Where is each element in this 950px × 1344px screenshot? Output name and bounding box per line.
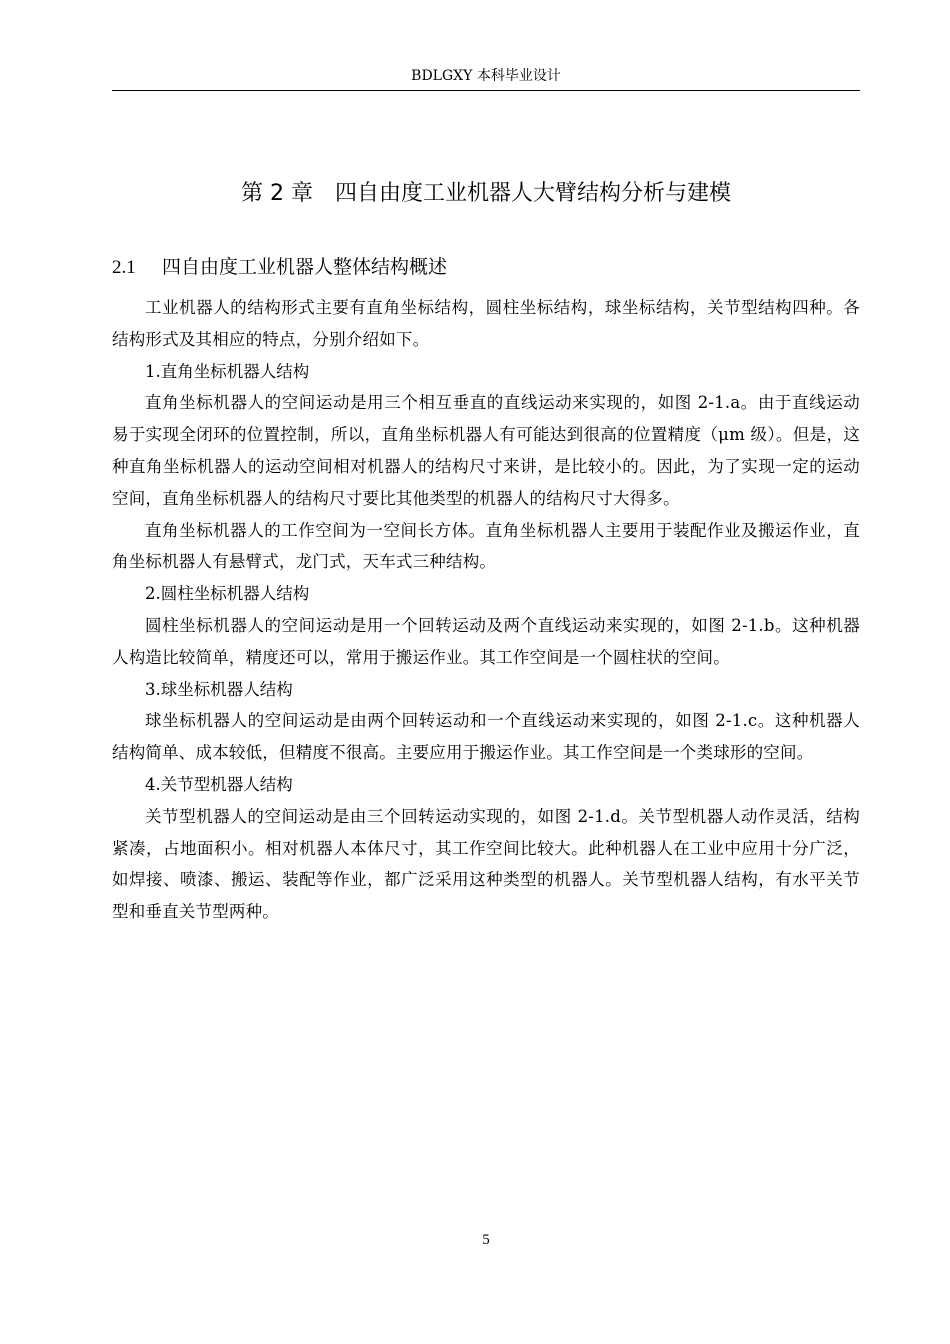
page-number: 5	[482, 1232, 490, 1248]
subheading-cartesian: 1.直角坐标机器人结构	[145, 361, 310, 381]
intro-paragraph: 工业机器人的结构形式主要有直角坐标结构，圆柱坐标结构，球坐标结构，关节型结构四种。各结构形式及其相应的特点，分别介绍如下。	[112, 298, 860, 349]
paragraph-cartesian-2: 直角坐标机器人的工作空间为一空间长方体。直角坐标机器人主要用于装配作业及搬运作业，直角坐标机器人有悬臂式，龙门式，天车式三种结构。	[112, 520, 860, 572]
subheading-cylindrical: 2.圆柱坐标机器人结构	[145, 584, 310, 604]
subheading-articulated: 4.关节型机器人结构	[145, 774, 293, 794]
page-header	[112, 64, 860, 91]
paragraph-spherical: 球坐标机器人的空间运动是由两个回转运动和一个直线运动来实现的，如图 2-1.c。这种机器人结构简单、成本较低，但精度不很高。主要应用于搬运作业。其工作空间是一个类球形的空间。	[112, 711, 860, 763]
header-text: BDLGXY 本科毕业设计	[411, 68, 561, 84]
subheading-spherical: 3.球坐标机器人结构	[145, 679, 293, 699]
section-number: 2.1	[112, 257, 136, 278]
body-text	[112, 292, 860, 928]
section-heading	[112, 252, 860, 283]
paragraph-cartesian-1: 直角坐标机器人的空间运动是用三个相互垂直的直线运动来实现的，如图 2-1.a。由于直线运动易于实现全闭环的位置控制，所以，直角坐标机器人有可能达到很高的位置精度（μm 级）。但是，这种直角坐标机器人的运动空间相对机器人的结构尺寸来讲，是比较小的。因此，为了实现一定的运动空间，直角坐标机器人的结构尺寸要比其他类型的机器人的结构尺寸大得多。	[112, 393, 860, 508]
section-title: 四自由度工业机器人整体结构概述	[162, 256, 448, 278]
chapter-title: 第 2 章 四自由度工业机器人大臂结构分析与建模	[241, 181, 731, 206]
paragraph-cylindrical: 圆柱坐标机器人的空间运动是用一个回转运动及两个直线运动来实现的，如图 2-1.b。这种机器人构造比较简单，精度还可以，常用于搬运作业。其工作空间是一个圆柱状的空间。	[112, 615, 860, 667]
paragraph-articulated: 关节型机器人的空间运动是由三个回转运动实现的，如图 2-1.d。关节型机器人动作灵活，结构紧凑，占地面积小。相对机器人本体尺寸，其工作空间比较大。此种机器人在工业中应用十分广泛，如焊接、喷漆、搬运、装配等作业，都广泛采用这种类型的机器人。关节型机器人结构，有水平关节型和垂直关节型两种。	[112, 806, 860, 922]
